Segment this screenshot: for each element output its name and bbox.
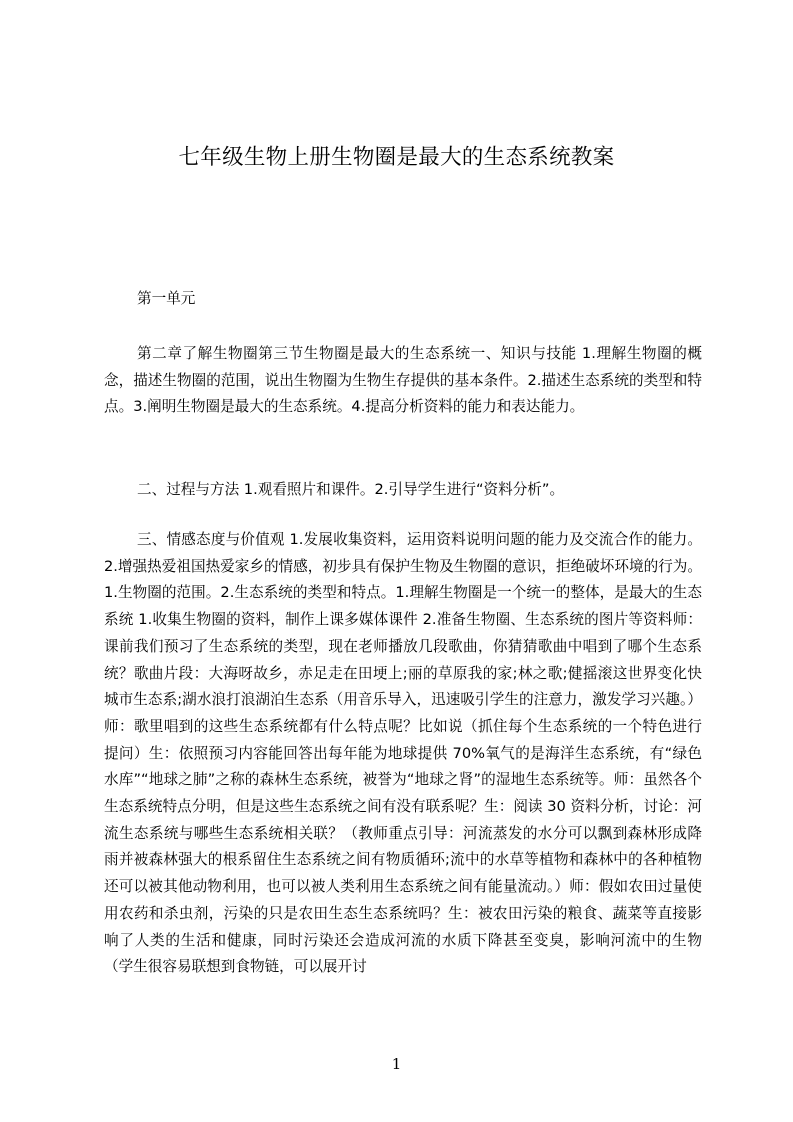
unit-heading: 第一单元 [137, 290, 196, 307]
paragraph-process-methods: 二、过程与方法 1.观看照片和课件。2.引导学生进行“资料分析”。 [137, 481, 565, 498]
paragraph-knowledge-skills: 第二章了解生物圈第三节生物圈是最大的生态系统一、知识与技能 1.理解生物圈的概念，描述生物圈的范围，说出生物圈为生物生存提供的基本条件。2.描述生态系统的类型和特点。3.阐明生物圈是最大的生态系统。4.提高分析资料的能力和表达能力。 [104, 345, 702, 416]
paragraph-attitudes-values: 三、情感态度与价值观 1.发展收集资料，运用资料说明问题的能力及交流合作的能力。2.增强热爱祖国热爱家乡的情感，初步具有保护生物及生物圈的意识，拒绝破坏环境的行为。1.生物圈的范围。2.生态系统的类型和特点。1.理解生物圈是一个统一的整体，是最大的生态系统 1.收集生物圈的资料，制作上课多媒体课件 2.准备生物圈、生态系统的图片等资料师：课前我们预习了生态系统的类型，现在老师播放几段歌曲，你猜猜歌曲中唱到了哪个生态系统？歌曲片段：大海呀故乡，赤足走在田埂上;丽的草原我的家;林之歌;健摇滚这世界变化快城市生态系;湖水浪打浪湖泊生态系（用音乐导入，迅速吸引学生的注意力，激发学习兴趣。）师：歌里唱到的这些生态系统都有什么特点呢？比如说（抓住每个生态系统的一个特色进行提问）生：依照预习内容能回答出每年能为地球提供 70%氧气的是海洋生态系统，有“绿色水库”“地球之肺”之称的森林生态系统，被誉为“地球之肾”的湿地生态系统等。师：虽然各个生态系统特点分明，但是这些生态系统之间有没有联系呢？生：阅读 30 资料分析，讨论：河流生态系统与哪些生态系统相关联？（教师重点引导：河流蒸发的水分可以飘到森林形成降雨并被森林强大的根系留住生态系统之间有物质循环;流中的水草等植物和森林中的各种植物还可以被其他动物利用，也可以被人类利用生态系统之间有能量流动。）师：假如农田过量使用农药和杀虫剂，污染的只是农田生态生态系统吗？生：被农田污染的粮食、蔬菜等直接影响了人类的生活和健康，同时污染还会造成河流的水质下降甚至变臭，影响河流中的生物（学生很容易联想到食物链，可以展开讨 [104, 531, 702, 976]
page-number: 1 [391, 1055, 402, 1073]
document-title: 七年级生物上册生物圈是最大的生态系统教案 [178, 145, 615, 170]
